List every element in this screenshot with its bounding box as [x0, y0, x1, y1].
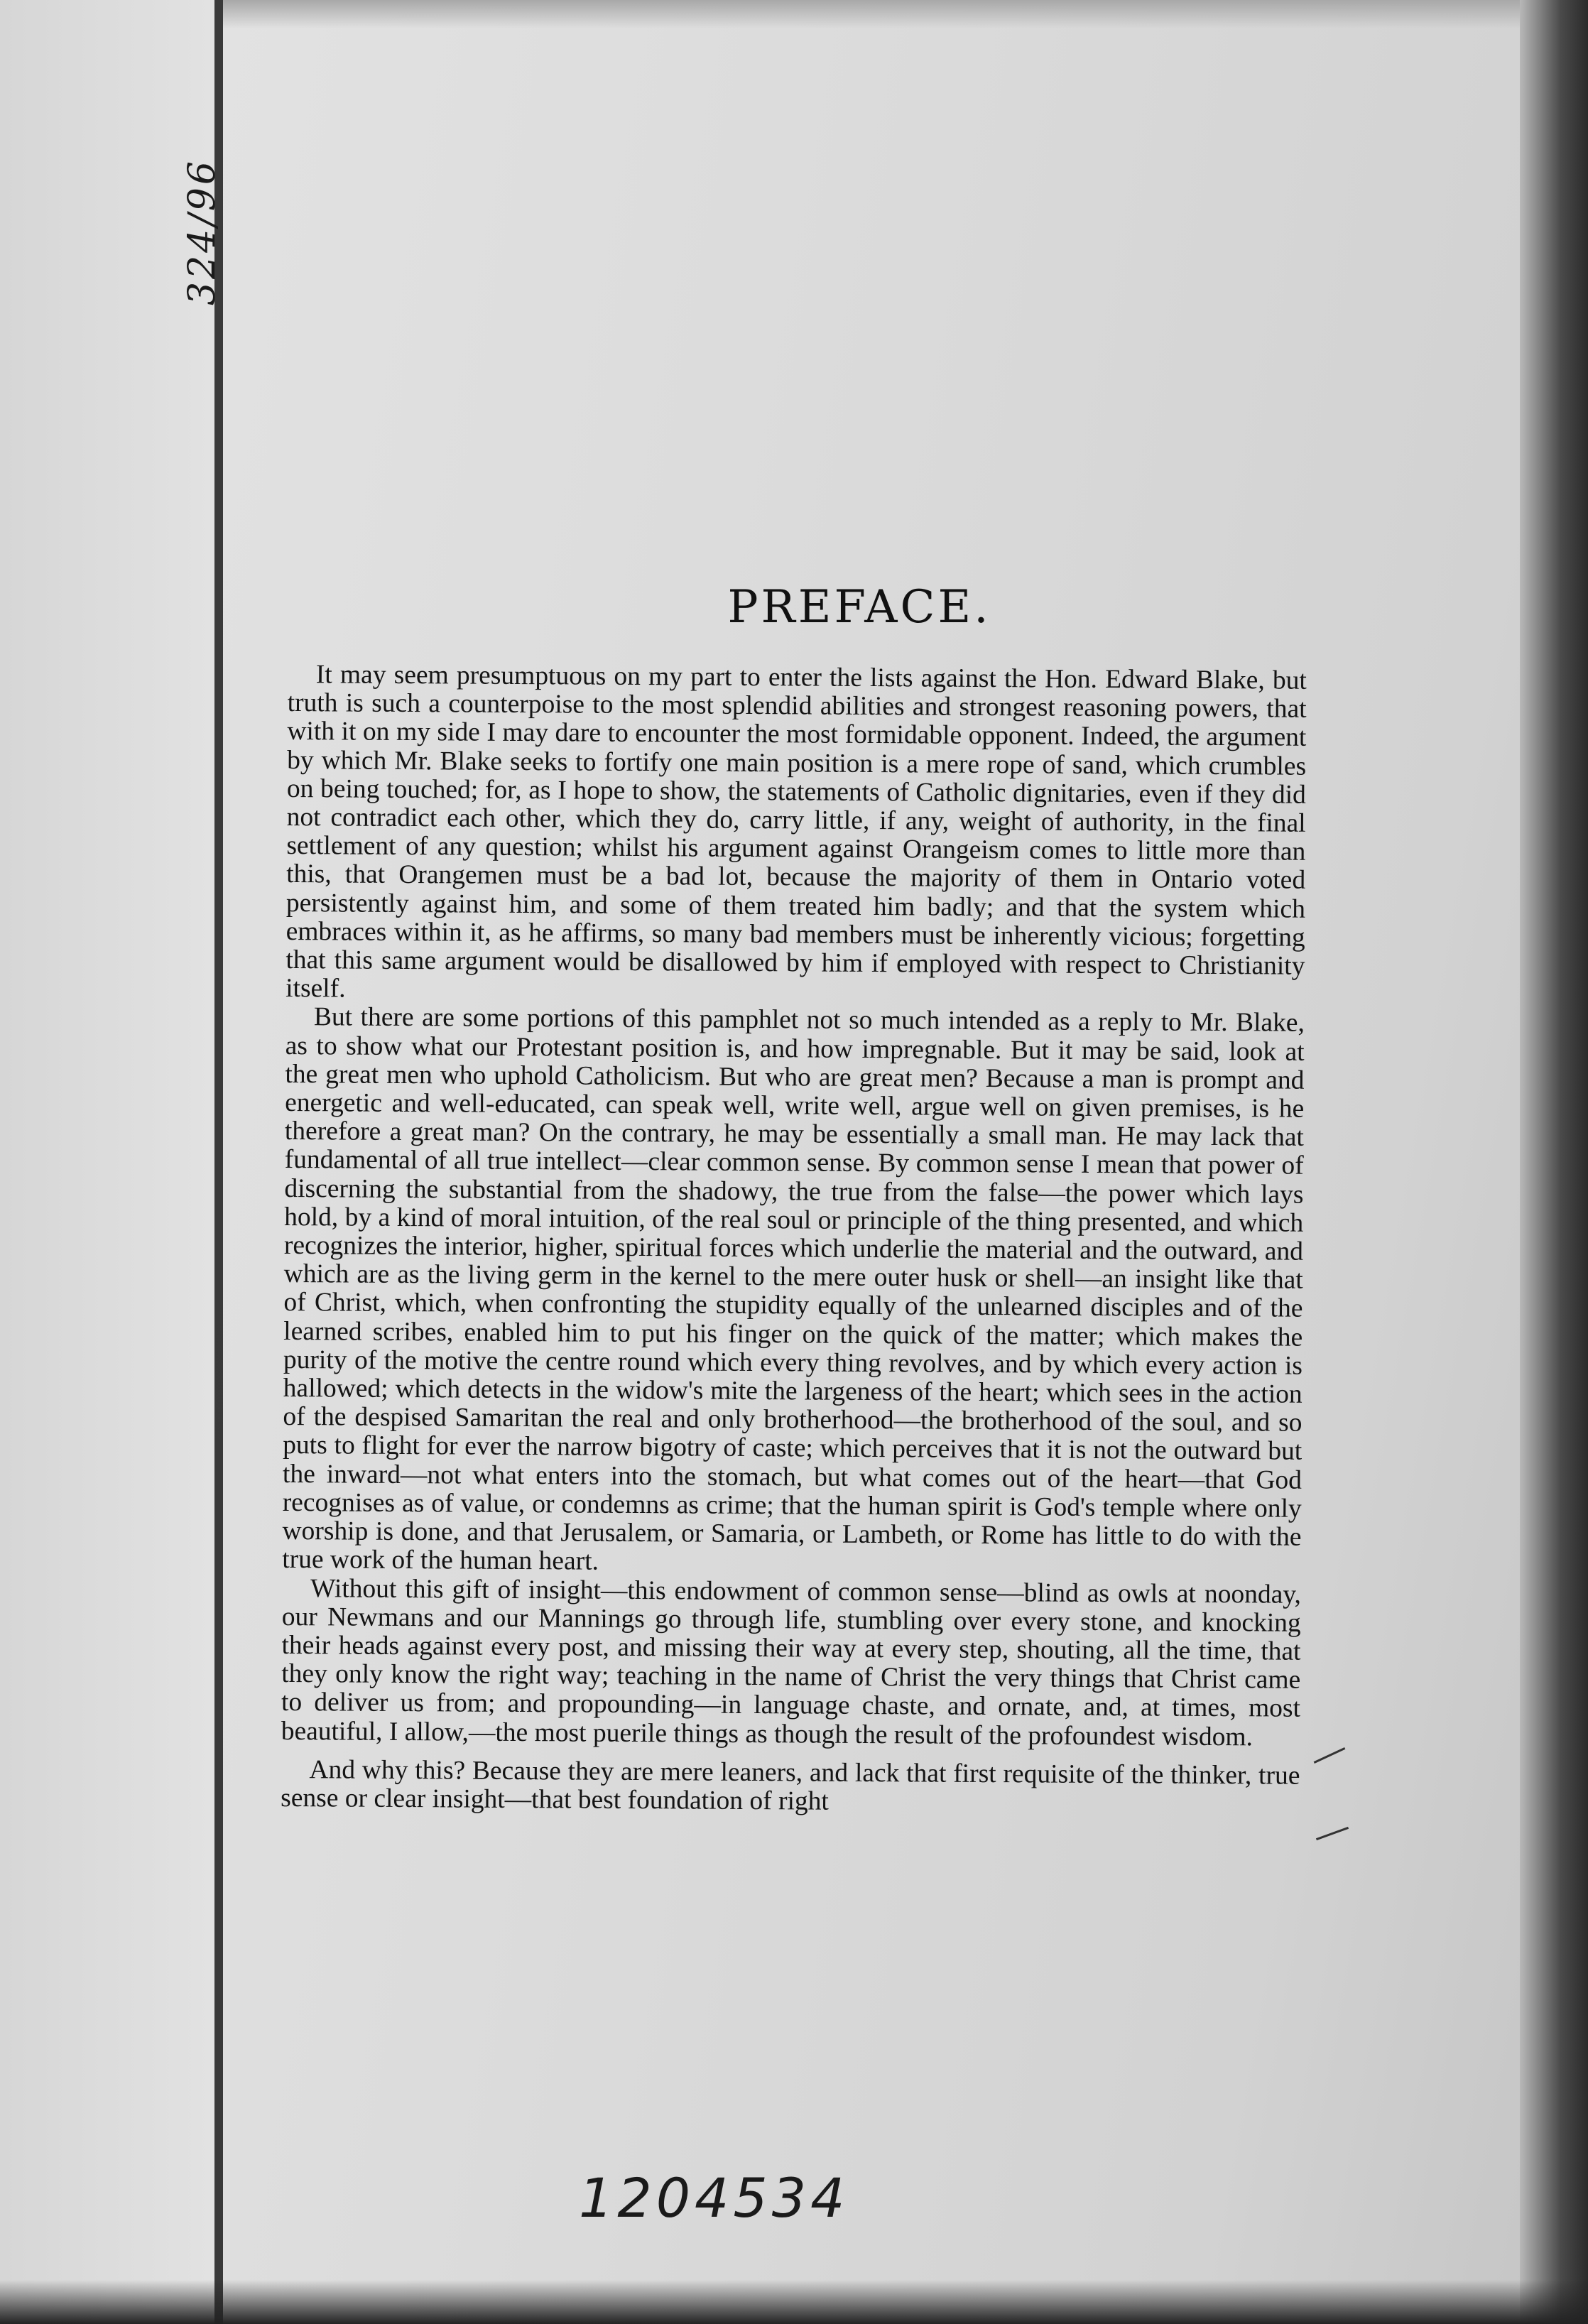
margin-tick-mark: [1314, 1747, 1346, 1764]
handwritten-accession-number: 1204534: [579, 2166, 849, 2230]
page-title: PREFACE.: [727, 581, 991, 634]
binding-fold-line: [214, 0, 223, 2324]
paragraph-4: And why this? Because they are mere leaners, and lack that first requisite of the thinker, true sense or clear insight—that best foundation of right: [281, 1754, 1300, 1816]
bottom-edge-shadow: [0, 2280, 1588, 2324]
preface-text: [281, 661, 1307, 1819]
page-edge-shadow: [1520, 0, 1588, 2324]
handwritten-shelfmark: 324/96: [181, 158, 224, 305]
paragraph-1: It may seem presumptuous on my part to enter the lists against the Hon. Edward Blake, but truth is such a counterpoise to the most splendid abilities and strongest reasoning powers, that with it on my side I may dare to encounter the most formidable opponent. Indeed, the argument by which Mr. Blake seeks to fortify one main position is a mere rope of sand, which crumbles on being touched; for, as I hope to show, the statements of Catholic dignitaries, even if they did not contradict each other, which they do, carry little, if any, weight of authority, in the final settlement of any question; whilst his argument against Orangeism comes to little more than this, that Orangemen must be a bad lot, because the majority of them in Ontario voted persistently against him, and some of them treated him badly; and that the system which embraces within it, as he affirms, so many bad members must be inherently vicious; forgetting that this same argument would be disallowed by him if employed with respect to Christianity itself.: [285, 660, 1307, 1004]
binding-margin: [0, 0, 214, 2324]
margin-tick-mark: [1316, 1827, 1349, 1840]
paragraph-2: But there are some portions of this pamphlet not so much intended as a reply to Mr. Blake, as to show what our Protestant position is, and how impregnable. But it may be said, look at the great men who uphold Catholicism. But who are great men? Because a man is prompt and energetic and well-educated, can speak well, write well, argue well on given premises, is he therefore a great man? On the contrary, he may be essentially a small man. He may lack that fundamental of all true intellect—clear common sense. By common sense I mean that power of discerning the substantial from the shadowy, the true from the false—the power which lays hold, by a kind of moral intuition, of the real soul or principle of the thing presented, and which recognizes the interior, higher, spiritual forces which underlie the material and the outward, and which are as the living germ in the kernel to the mere outer husk or shell—an insight like that of Christ, which, when confronting the stupidity equally of the unlearned disciples and of the learned scribes, enabled him to put his finger on the quick of the matter; which makes the purity of the motive the centre round which every thing revolves, and by which every action is hallowed; which detects in the widow's mite the largeness of the heart; which sees in the action of the despised Samaritan the real and only brotherhood—the brotherhood of the soul, and so puts to flight for ever the narrow bigotry of caste; which perceives that it is not the outward but the inward—not what enters into the stomach, but what comes out of the heart—that God recognises as of value, or condemns as crime; that the human spirit is God's temple where only worship is done, and that Jerusalem, or Samaria, or Lambeth, or Rome has little to do with the true work of the human heart.: [282, 1002, 1305, 1576]
top-edge-shadow: [223, 0, 1520, 28]
paragraph-3: Without this gift of insight—this endowment of common sense—blind as owls at noonday, our Newmans and our Mannings go through life, stumbling over every stone, and knocking their heads against every post, and missing their way at every step, shouting, all the time, that they only know the right way; teaching in the name of Christ the very things that Christ came to deliver us from; and propounding—in language chaste, and ornate, and, at times, most beautiful, I allow,—the most puerile things as though the result of the profoundest wisdom.: [281, 1573, 1302, 1752]
